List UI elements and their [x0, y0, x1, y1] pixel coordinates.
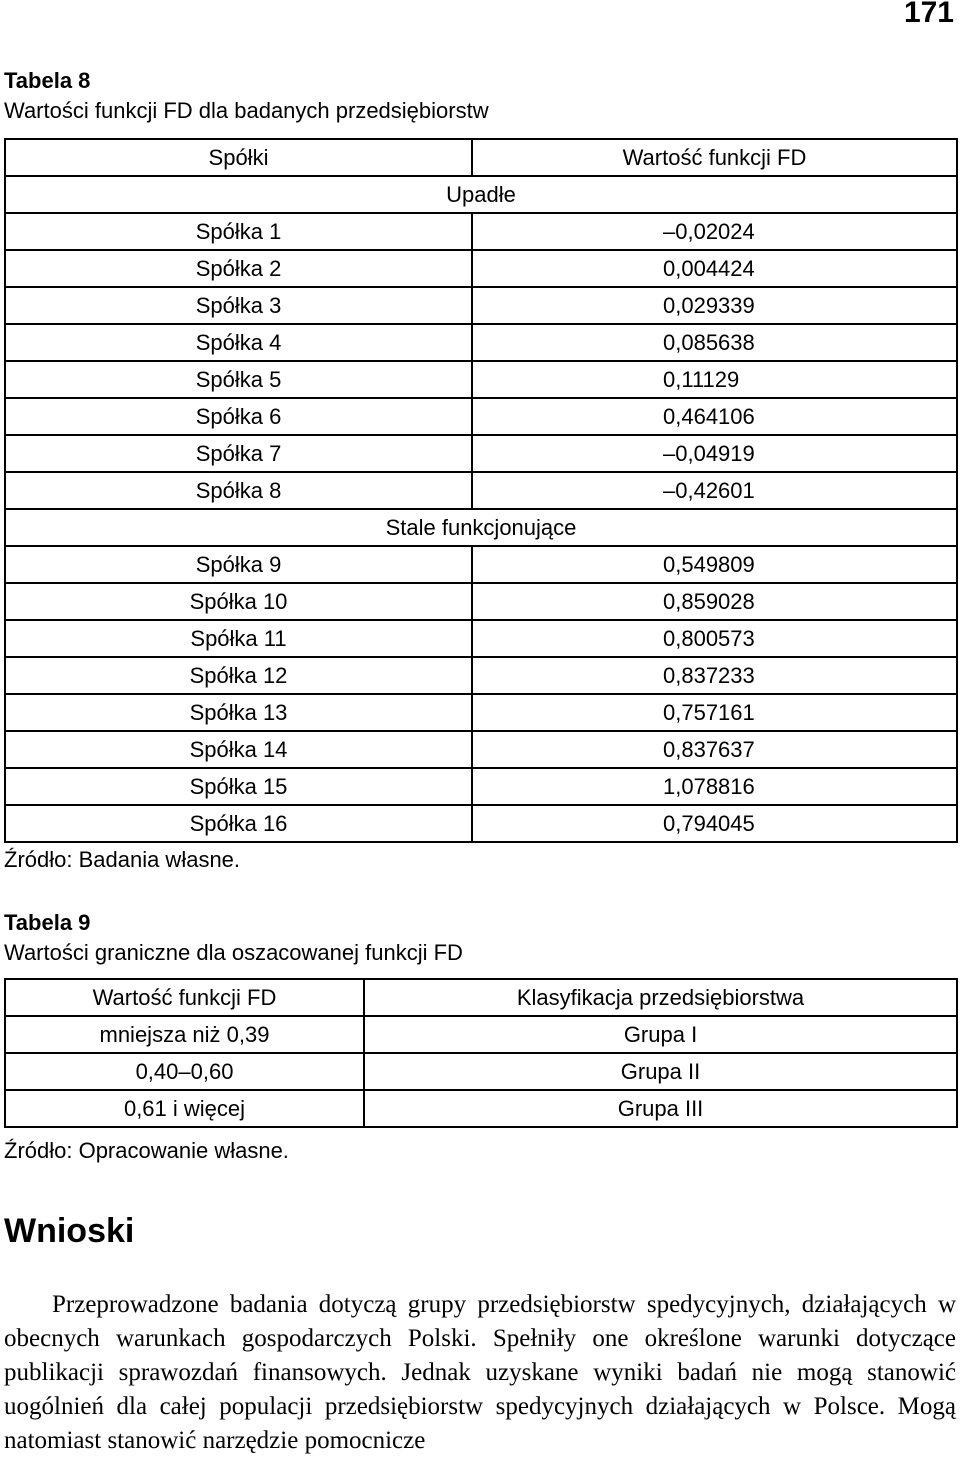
table-row — [5, 583, 957, 620]
company-name: Spółka 16 — [5, 805, 472, 842]
fd-value: 0,800573 — [472, 620, 957, 657]
company-name: Spółka 3 — [5, 287, 472, 324]
table9-header-fd: Wartość funkcji FD — [5, 979, 364, 1016]
group-class: Grupa II — [364, 1053, 957, 1090]
table8-label: Tabela 8 — [4, 68, 91, 93]
table8-header-fd: Wartość funkcji FD — [472, 139, 957, 176]
table8-caption — [4, 66, 489, 126]
fd-value: 1,078816 — [472, 768, 957, 805]
table-row — [5, 1053, 957, 1090]
table-row — [5, 694, 957, 731]
company-name: Spółka 13 — [5, 694, 472, 731]
company-name: Spółka 7 — [5, 435, 472, 472]
company-name: Spółka 15 — [5, 768, 472, 805]
fd-value: –0,02024 — [472, 213, 957, 250]
fd-value: 0,837233 — [472, 657, 957, 694]
fd-value: 0,464106 — [472, 398, 957, 435]
table-row — [5, 213, 957, 250]
company-name: Spółka 14 — [5, 731, 472, 768]
company-name: Spółka 11 — [5, 620, 472, 657]
company-name: Spółka 12 — [5, 657, 472, 694]
table8-title: Wartości funkcji FD dla badanych przedsiębiorstw — [4, 98, 489, 123]
fd-value: 0,794045 — [472, 805, 957, 842]
fd-value: 0,549809 — [472, 546, 957, 583]
table-row — [5, 250, 957, 287]
body-paragraph: Przeprowadzone badania dotyczą grupy przedsiębiorstw spedycyjnych, działających w obecnych warunkach gospodarczych Polski. Spełniły one określone warunki dotyczące publikacji sprawozdań finansowych. Jednak uzyskane wyniki badań nie mogą stanowić uogólnień dla całej populacji przedsiębiorstw spedycyjnych działających w Polsce. Mogą natomiast stanowić narzędzie pomocnicze — [4, 1291, 956, 1454]
fd-value: 0,859028 — [472, 583, 957, 620]
table-row — [5, 546, 957, 583]
table9 — [4, 978, 958, 1128]
table8-header-row — [5, 139, 957, 176]
fd-value: –0,42601 — [472, 472, 957, 509]
fd-value: 0,085638 — [472, 324, 957, 361]
table9-source: Źródło: Opracowanie własne. — [4, 1138, 289, 1163]
table-row — [5, 435, 957, 472]
fd-value: 0,757161 — [472, 694, 957, 731]
company-name: Spółka 5 — [5, 361, 472, 398]
table-row — [5, 731, 957, 768]
group-class: Grupa I — [364, 1016, 957, 1053]
company-name: Spółka 1 — [5, 213, 472, 250]
table9-header-row — [5, 979, 957, 1016]
company-name: Spółka 10 — [5, 583, 472, 620]
fd-value: 0,029339 — [472, 287, 957, 324]
table9-caption — [4, 908, 463, 968]
section-title: Wnioski — [4, 1212, 135, 1250]
table-row — [5, 620, 957, 657]
fd-value: 0,004424 — [472, 250, 957, 287]
fd-range: 0,40–0,60 — [5, 1053, 364, 1090]
table8-group-operating: Stale funkcjonujące — [5, 509, 957, 546]
fd-range: 0,61 i więcej — [5, 1090, 364, 1127]
fd-value: 0,11129 — [472, 361, 957, 398]
company-name: Spółka 2 — [5, 250, 472, 287]
table9-label: Tabela 9 — [4, 910, 91, 935]
fd-value: –0,04919 — [472, 435, 957, 472]
group-class: Grupa III — [364, 1090, 957, 1127]
company-name: Spółka 9 — [5, 546, 472, 583]
table-row — [5, 324, 957, 361]
table-row — [5, 1016, 957, 1053]
fd-value: 0,837637 — [472, 731, 957, 768]
company-name: Spółka 6 — [5, 398, 472, 435]
table-row — [5, 361, 957, 398]
company-name: Spółka 4 — [5, 324, 472, 361]
table9-title: Wartości graniczne dla oszacowanej funkcji FD — [4, 940, 463, 965]
table-row — [5, 472, 957, 509]
table8-source: Źródło: Badania własne. — [4, 847, 241, 872]
table-row — [5, 398, 957, 435]
fd-range: mniejsza niż 0,39 — [5, 1016, 364, 1053]
table-row — [5, 657, 957, 694]
table-row — [5, 768, 957, 805]
table-row — [5, 805, 957, 842]
table8-group-bankrupt: Upadłe — [5, 176, 957, 213]
table8-group-row — [5, 509, 957, 546]
page-number: 171 — [903, 0, 954, 29]
table-row — [5, 1090, 957, 1127]
table9-header-classification: Klasyfikacja przedsiębiorstwa — [364, 979, 957, 1016]
table8-header-companies: Spółki — [5, 139, 472, 176]
company-name: Spółka 8 — [5, 472, 472, 509]
table8-group-row — [5, 176, 957, 213]
table8 — [4, 138, 958, 843]
table-row — [5, 287, 957, 324]
